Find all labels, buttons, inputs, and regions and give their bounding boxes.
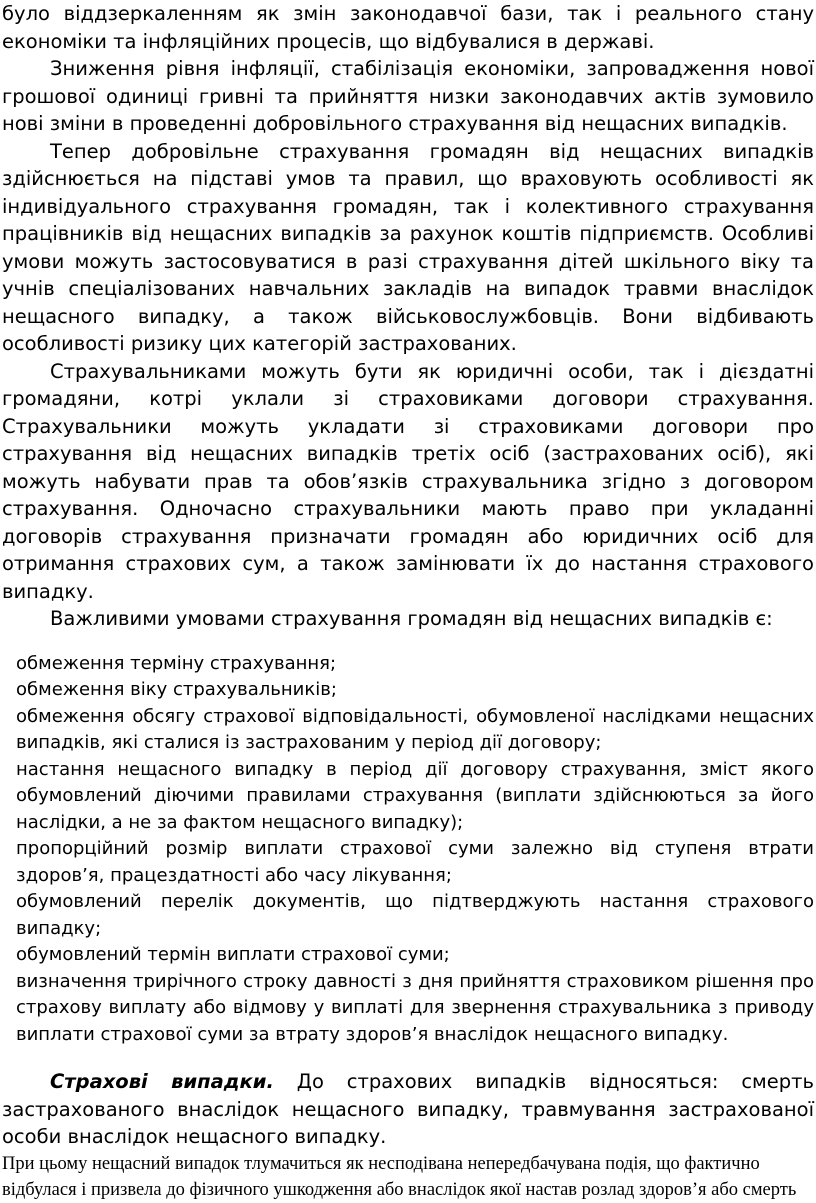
list-item (2, 889, 814, 942)
list-item-text: обумовлений термін виплати страхової суми; (16, 944, 450, 965)
list-item (2, 836, 814, 889)
list-item-text: настання нещасного випадку в період дії договору страхування, зміст якого обумовлений діючими правилами страхування (виплати здійснюються за його наслідки, а не за фактом нещасного випадку); (16, 758, 814, 833)
paragraph-policyholders: Страхувальниками можуть бути як юридичні особи, так і дієздатні громадяни, котрі уклали зі страховиками договори страхування. Страхувальники можуть укладати зі страховиками договори про страхування від нещасних випадків третіх осіб (застрахованих осіб), які можуть набувати прав та обов’язків страхувальника згідно з договором страхування. Одночасно страхувальники мають право при укладанні договорів страхування призначати громадян або юридичних осіб для отримання страхових сум, а також замінювати їх до настання страхового випадку. (2, 359, 814, 603)
paragraph-voluntary-insurance: Тепер добровільне страхування громадян від нещасних випадків здійснюється на підставі умов та правил, що враховують особливості як індивідуального страхування громадян, так і колективного страхування працівників від нещасних випадків за рахунок коштів підприємств. Особливі умови можуть застосовуватися в разі страхування дітей шкільного віку та учнів спеціалізованих навчальних закладів на випадок травми внаслідок нещасного випадку, а також військовослужбовців. Вони відбивають особливості ризику цих категорій застрахованих. (2, 139, 814, 355)
insured-events-heading: Страхові випадки. (50, 1070, 274, 1093)
list-item-text: обмеження віку страхувальників; (16, 679, 337, 700)
list-item-text: обмеження обсягу страхової відповідальності, обумовленої наслідками нещасних випадків, які сталися із застрахованим у період дії договору; (16, 705, 814, 753)
list-item (2, 942, 814, 969)
list-item (2, 677, 814, 704)
paragraph-conditions-intro: Важливими умовами страхування громадян від нещасних випадків є: (50, 607, 773, 630)
list-item (2, 969, 814, 1049)
paragraph-insured-events (2, 1068, 814, 1151)
paragraph-intro: було віддзеркаленням як змін законодавчої бази, так і реального стану економіки та інфляційних процесів, що відбувалися в державі. (2, 2, 814, 53)
list-item-text: визначення трирічного строку давності з дня прийняття страховиком рішення про страхову виплату або відмову у виплаті для звернення страхувальника з приводу виплати страхової суми за втрату здоров’я внаслідок нещасного випадку. (16, 970, 814, 1045)
list-item (2, 704, 814, 757)
paragraph-inflation: Зниження рівня інфляції, стабілізація економіки, запровадження нової грошової одиниці гривні та прийняття низки законодавчих актів зумовило нові зміни в проведенні добровільного страхування від нещасних випадків. (2, 57, 814, 135)
list-item-text: обмеження терміну страхування; (16, 652, 337, 674)
insured-events-text: До страхових випадків відносяться: смерть застрахованого внаслідок нещасного випадку, травмування застрахованої особи внаслідок нещасного випадку. (2, 1070, 814, 1148)
list-item-text: обумовлений перелік документів, що підтверджують настання страхового випадку; (16, 891, 814, 939)
list-item-text: пропорційний розмір виплати страхової суми залежно від ступеня втрати здоров’я, працездатності або часу лікування; (16, 838, 814, 886)
footnote-text: При цьому нещасний випадок тлумачиться як несподівана непередбачувана подія, що фактично відбулася і призвела до фізичного ушкодження або внаслідок якої настав розлад здоров’я або смерть (2, 1153, 797, 1200)
list-item (2, 651, 814, 678)
conditions-list (2, 651, 814, 1049)
list-item (2, 757, 814, 837)
